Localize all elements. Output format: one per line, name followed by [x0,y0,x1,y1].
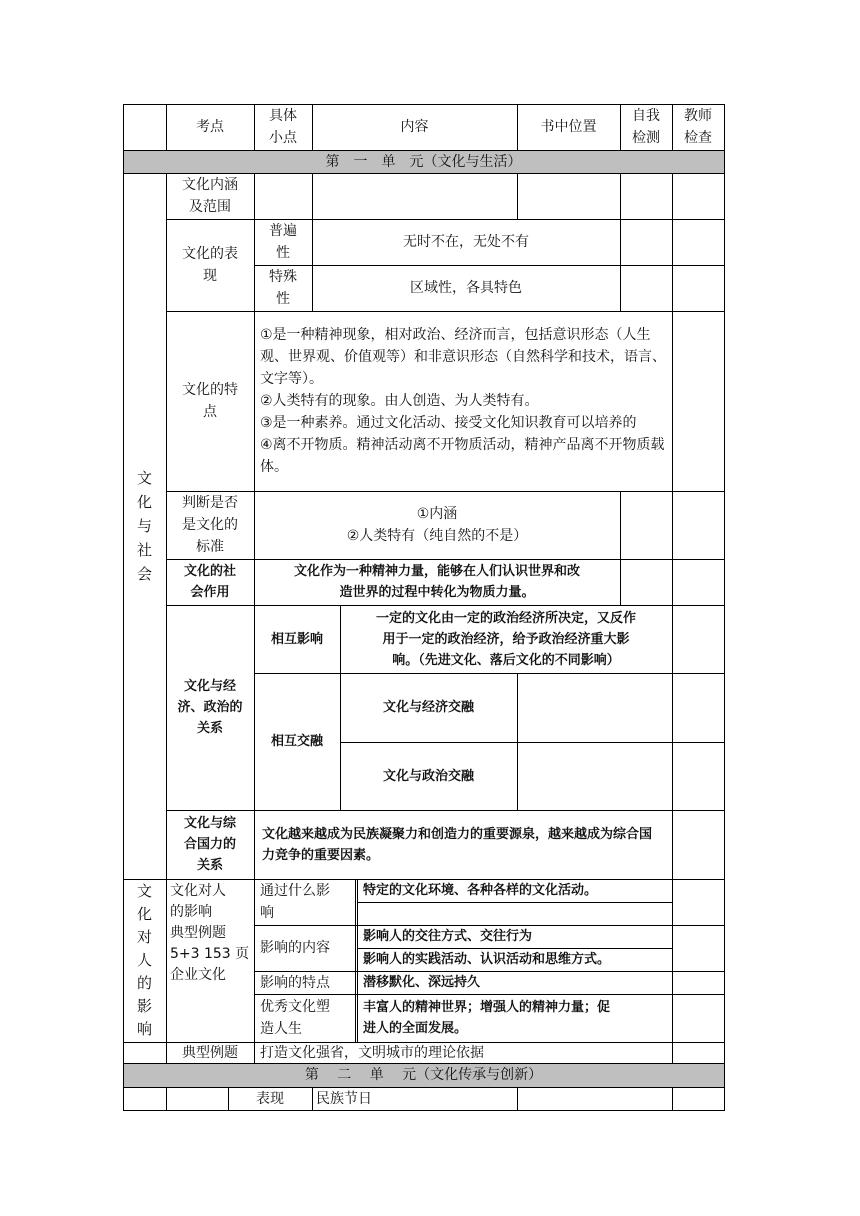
row-xianghu-yingxiang: 相互影响 [270,631,323,647]
row-youxiu: 优秀文化塑 造人生 [260,999,330,1037]
pubian-content: 无时不在，无处不有 [403,234,529,250]
tedian-content: ①是一种精神现象，相对政治、经济而言，包括意识形态（人生观、世界观、价值观等）和非意识形态（自然科学和技术，语言、文字等）。 ②人类特有的现象。由人创造、为人类特有。 ③是一种素养。通过文化活动、接受文化知识教育可以培养的 ④离不开物质。精神活动离不开物质活动，精神产品离不开物质载体。 [260,327,666,475]
tedian2-content: 潜移默化、深远持久 [363,975,481,990]
row-xianghu-jiaorong: 相互交融 [270,734,323,749]
unit2-title: 第 二 单 元（文化传承与创新） [304,1067,543,1083]
grid-line [620,173,621,312]
zuoyong-content: 文化作为一种精神力量，能够在人们认识世界和改 造世界的过程中转化为物质力量。 [293,564,580,600]
header-neirong: 内容 [400,119,429,135]
row-how: 通过什么影 响 [260,883,330,921]
header-xiaodian: 具体 小点 [269,108,297,146]
dianxing-content: 打造文化强省，文明城市的理论依据 [260,1044,484,1061]
last-biaoxian: 表现 [256,1090,284,1107]
yingxiang-content: 一定的文化由一定的政治经济所决定，又反作 用于一定的政治经济，给予政治经济重大影 响。（先进文化、落后文化的不同影响） [375,610,636,668]
grid-line [672,173,673,1064]
row-tedian2: 影响的特点 [260,974,330,991]
grid-line [517,173,518,220]
row-dianxing: 典型例题 [182,1044,238,1061]
row-zuoyong: 文化的社 会作用 [183,564,236,600]
group2-label [123,879,166,1042]
row-biaoxian: 文化的表 现 [182,246,238,284]
header-zijian: 自我 检测 [632,108,660,146]
zonghe-content: 文化越来越成为民族凝聚力和创造力的重要源泉，越来越成为综合国力竞争的重要因素。 [262,826,653,863]
grid-line [620,491,621,606]
group2-label-text: 文化对人的影响 [136,882,152,1038]
row-neirong: 影响的内容 [260,940,330,956]
row-teshu: 特殊 性 [269,269,297,307]
grid-line [672,1087,673,1111]
row-panduan: 判断是否 是文化的 标准 [182,495,238,555]
row-guanxi: 文化与经 济、政治的 关系 [177,679,243,736]
teshu-content: 区域性，各具特色 [410,280,522,296]
row-pubian: 普遍 性 [269,223,297,261]
how-content: 特定的文化环境、各种各样的文化活动。 [363,883,598,898]
group2-left: 文化对人 的影响 典型例题 5+3 153 页 企业文化 [170,883,250,983]
row-tedian: 文化的特 点 [182,382,238,420]
grid-line [357,902,673,903]
header-weizhi: 书中位置 [540,119,597,135]
header-jiaoshi: 教师 检查 [684,108,712,146]
last-content: 民族节日 [316,1090,372,1107]
group1-label [123,173,166,879]
panduan-content: ①内涵 ②人类特有（纯自然的不是） [346,506,528,544]
header-kaodian: 考点 [196,119,224,135]
grid-line [724,104,725,1111]
unit1-title: 第 一 单 元（文化与生活） [325,153,522,170]
grid-line [123,1110,725,1111]
neirong-2: 影响人的实践活动、认识活动和思维方式。 [363,952,611,967]
grid-line [166,1087,167,1111]
grid-line [312,173,313,220]
neirong-1: 影响人的交往方式、交往行为 [363,929,533,944]
row-neihan: 文化内涵 及范围 [182,177,238,215]
row-zonghe: 文化与综 合国力的 关系 [183,816,236,873]
jingji-jiaorong: 文化与经济交融 [382,700,474,715]
zhengzhi-jiaorong: 文化与政治交融 [382,768,474,784]
grid-line [517,1087,518,1111]
grid-line [355,879,356,1043]
youxiu-content: 丰富人的精神世界；增强人的精神力量；促 进人的全面发展。 [363,1000,611,1036]
group1-label-text: 文化与社会 [136,469,152,583]
